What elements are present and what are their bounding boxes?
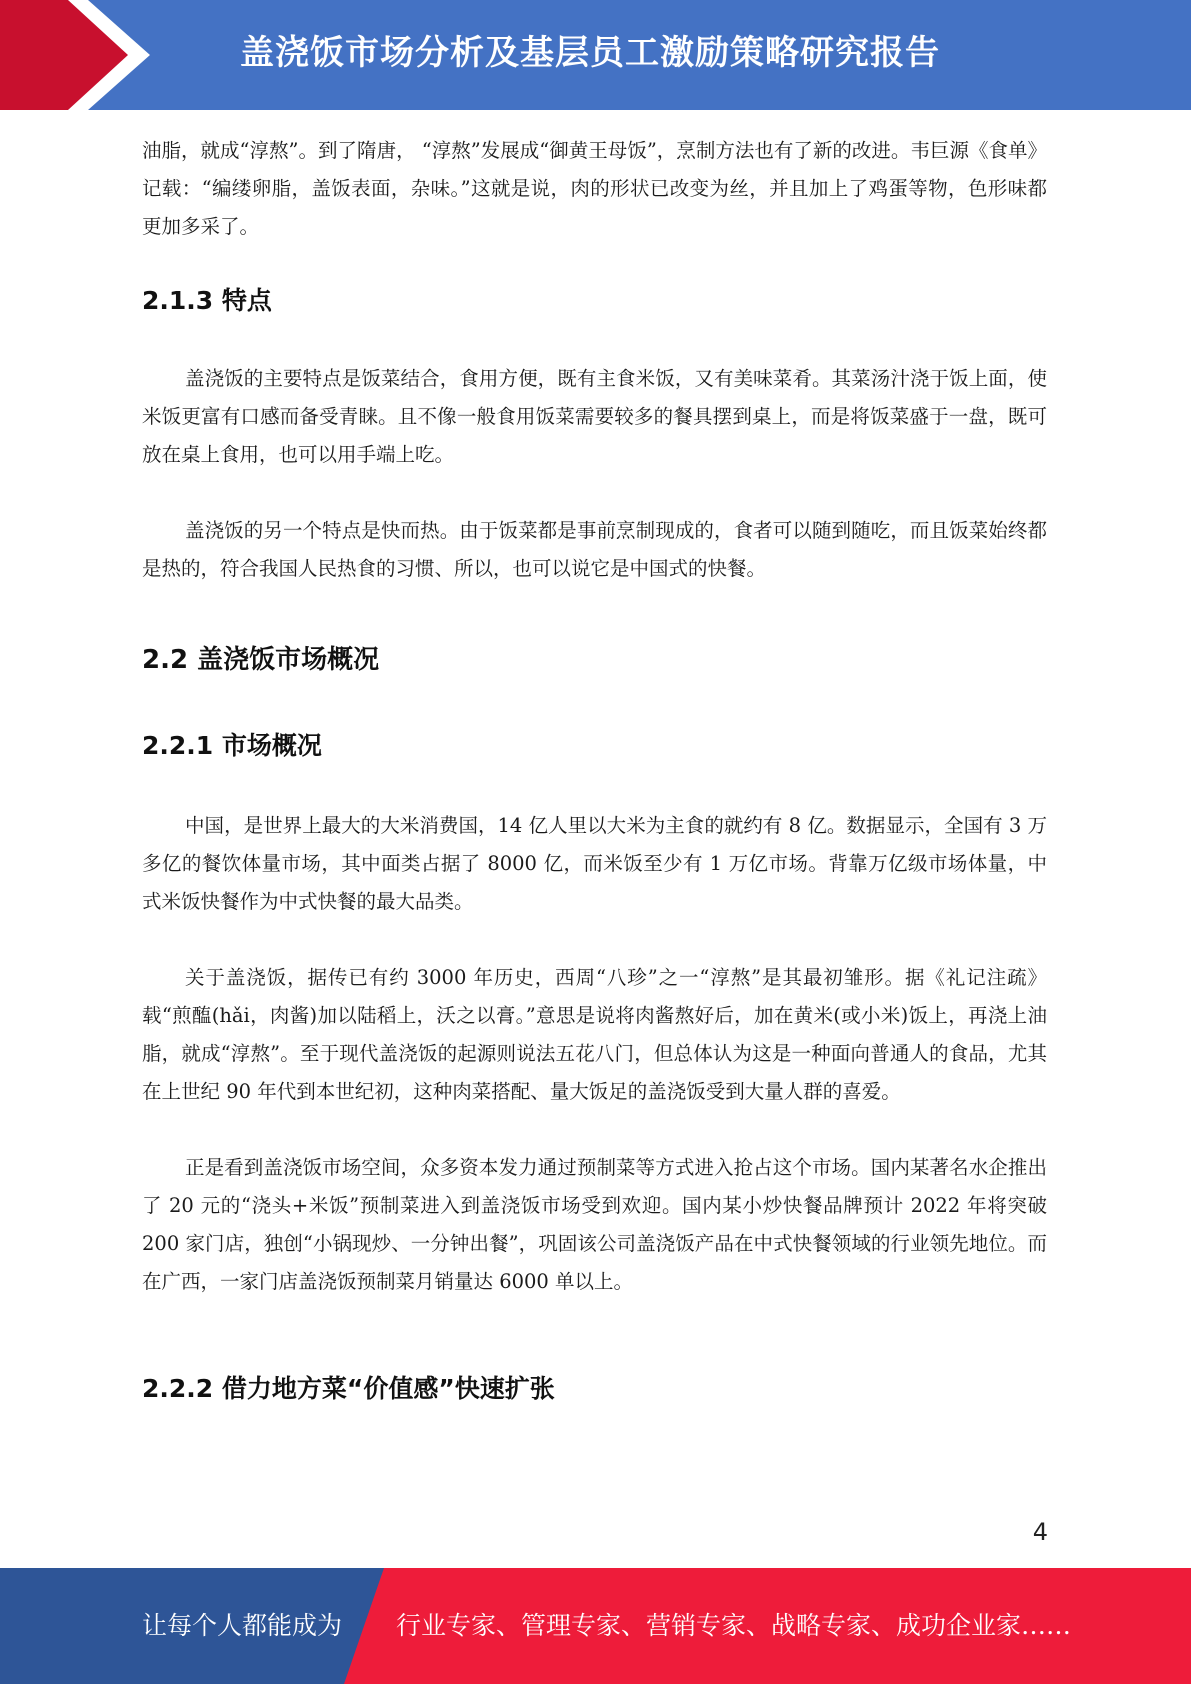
- report-title: 盖浇饭市场分析及基层员工激励策略研究报告: [240, 33, 940, 73]
- paragraph-features-2: 盖浇饭的另一个特点是快而热。由于饭菜都是事前烹制现成的，食者可以随到随吃，而且饭菜始终都是热的，符合我国人民热食的习惯、所以，也可以说它是中国式的快餐。: [142, 519, 1047, 580]
- page-number: 4: [1032, 1518, 1048, 1546]
- footer-slogan-right: 行业专家、管理专家、营销专家、战略专家、成功企业家……: [396, 1611, 1072, 1640]
- heading-2-1-3: 2.1.3 特点: [142, 286, 272, 315]
- page-header: [0, 0, 1191, 110]
- paragraph-market-1: 中国，是世界上最大的大米消费国，14 亿人里以大米为主食的就约有 8 亿。数据显示，全国有 3 万多亿的餐饮体量市场，其中面类占据了 8000 亿，而米饭至少有 1 万亿市场。背靠万亿级市场体量，中式米饭快餐作为中式快餐的最大品类。: [142, 814, 1047, 913]
- paragraph-market-2: 关于盖浇饭，据传已有约 3000 年历史，西周“八珍”之一“淳熬”是其最初雏形。据《礼记注疏》载“煎醢(hǎi，肉酱)加以陆稻上，沃之以膏。”意思是说将肉酱熬好后，加在黄米(或小米)饭上，再浇上油脂，就成“淳熬”。至于现代盖浇饭的起源则说法五花八门，但总体认为这是一种面向普通人的食品，尤其在上世纪 90 年代到本世纪初，这种肉菜搭配、量大饭足的盖浇饭受到大量人群的喜爱。: [142, 966, 1047, 1103]
- heading-2-2-2: 2.2.2 借力地方菜“价值感”快速扩张: [142, 1374, 555, 1403]
- heading-2-2-1: 2.2.1 市场概况: [142, 731, 322, 760]
- document-body: [142, 132, 1047, 1405]
- footer-slogan-left: 让每个人都能成为: [142, 1611, 343, 1640]
- page-footer: [0, 1568, 1191, 1684]
- paragraph-continuation: 油脂，就成“淳熬”。到了隋唐， “淳熬”发展成“御黄王母饭”，烹制方法也有了新的改进。韦巨源《食单》记载：“编缕卵脂，盖饭表面，杂味。”这就是说，肉的形状已改变为丝，并且加上了鸡蛋等物，色形味都更加多采了。: [142, 139, 1047, 238]
- paragraph-market-3: 正是看到盖浇饭市场空间，众多资本发力通过预制菜等方式进入抢占这个市场。国内某著名水企推出了 20 元的“浇头+米饭”预制菜进入到盖浇饭市场受到欢迎。国内某小炒快餐品牌预计 2022 年将突破 200 家门店，独创“小锅现炒、一分钟出餐”，巩固该公司盖浇饭产品在中式快餐领域的行业领先地位。而在广西，一家门店盖浇饭预制菜月销量达 6000 单以上。: [142, 1156, 1047, 1293]
- heading-2-2: 2.2 盖浇饭市场概况: [142, 645, 380, 675]
- paragraph-features-1: 盖浇饭的主要特点是饭菜结合，食用方便，既有主食米饭，又有美味菜肴。其菜汤汁浇于饭上面，使米饭更富有口感而备受青睐。且不像一般食用饭菜需要较多的餐具摆到桌上，而是将饭菜盛于一盘，既可放在桌上食用，也可以用手端上吃。: [142, 367, 1047, 466]
